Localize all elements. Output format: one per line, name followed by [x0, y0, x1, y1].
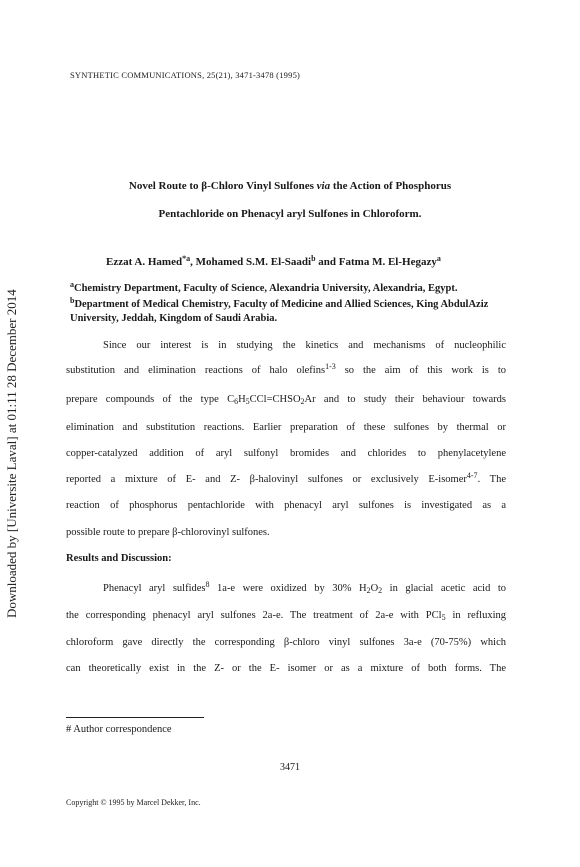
paragraph-line: chloroform gave directly the corresponding β-chloro vinyl sulfones 3a-e (70-75%) which — [66, 637, 506, 648]
paragraph-line: Phenacyl aryl sulfides$^8$ 1a-e were oxidized by 30% $H_2O_2$ in glacial acetic acid to — [103, 580, 507, 595]
section-heading: Results and Discussion: — [66, 553, 172, 564]
paragraph-line: can theoretically exist in the Z- or the E- isomer or as a mixture of both forms. The — [66, 663, 506, 674]
paragraph-line: elimination and substitution reactions. Earlier preparation of these sulfones by thermal or — [66, 422, 506, 433]
paragraph-line: substitution and elimination reactions of halo olefins$^{1-3}$ so the aim of this work is to — [66, 362, 506, 376]
journal-header: SYNTHETIC COMMUNICATIONS, 25(21), 3471-3478 (1995) — [70, 70, 301, 80]
footnote: # Author correspondence — [66, 724, 172, 735]
page-number: 3471 — [280, 762, 300, 773]
footnote-rule — [66, 717, 204, 718]
download-watermark: Downloaded by [Universite Laval] at 01:11 28 December 2014 — [4, 289, 19, 618]
affiliation-b: $^b$Department of Medical Chemistry, Faculty of Medicine and Allied Sciences, King AbdulAziz University, Jeddah, Kingdom of Saudi Arabia. — [70, 296, 489, 324]
affiliation-a: $^a$Chemistry Department, Faculty of Science, Alexandria University, Alexandria, Egypt. — [70, 280, 458, 294]
paragraph-line: prepare compounds of the type $C_6H_5CCl=CHSO_2Ar$ and to study their behaviour towards — [66, 394, 506, 406]
article-title-line-1: Novel Route to β-Chloro Vinyl Sulfones via the Action of Phosphorus — [128, 180, 452, 192]
paragraph-line: copper-catalyzed addition of aryl sulfonyl bromides and chlorides to phenylacetylene — [66, 448, 506, 459]
paragraph-line: reaction of phosphorus pentachloride with phenacyl aryl sulfones is investigated as a — [66, 500, 506, 511]
paragraph-line: Since our interest is in studying the kinetics and mechanisms of nucleophilic — [103, 340, 506, 351]
paragraph-line: possible route to prepare β-chlorovinyl sulfones. — [66, 527, 270, 538]
paragraph-line: the corresponding phenacyl aryl sulfones 2a-e. The treatment of 2a-e with PCl$_5$ in refluxing — [66, 610, 506, 622]
article-title-line-2: Pentachloride on Phenacyl aryl Sulfones in Chloroform. — [158, 208, 422, 220]
author-list: Ezzat A. Hamed$^{*a}$, Mohamed S.M. El-Saadi$^b$ and Fatma M. El-Hegazy$^a$ — [106, 254, 441, 268]
copyright-notice: Copyright © 1995 by Marcel Dekker, Inc. — [66, 798, 201, 807]
paragraph-line: reported a mixture of E- and Z- β-halovinyl sulfones or exclusively E-isomer$^{4-7}$. The — [66, 471, 506, 485]
